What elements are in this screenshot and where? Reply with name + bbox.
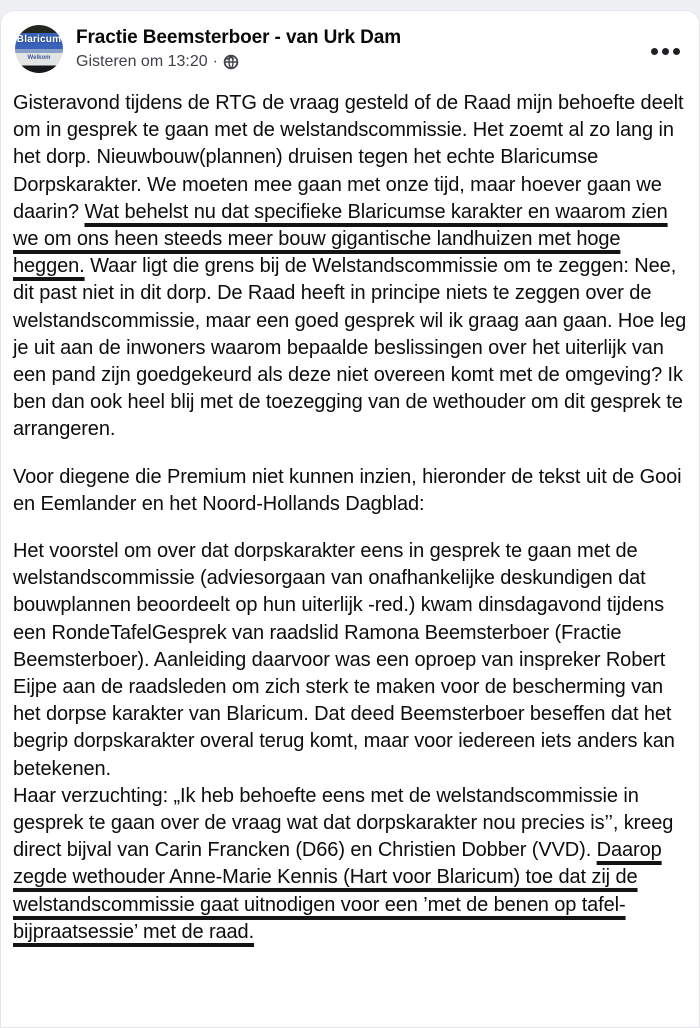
p1-text-before: Gisteravond tijdens de RTG de vraag gesteld of de Raad mijn behoefte deelt om in gesprek te gaan met de welstandscommissie. Het zoemt al zo lang in het dorp. Nieuwbouw(plannen) druisen tegen het echte Blaricumse Dorpskarakter. We moeten mee gaan met onze tijd, maar hoever gaan we daarin? <box>13 92 684 223</box>
p3-text-part2: Haar verzuchting: „Ik heb behoefte eens met de welstandscommissie in gesprek te gaan over de vraag wat dat dorpskarakter nou precies is’’, kreeg direct bijval van Carin Francken (D66) en Christien Dobber (VVD). <box>13 784 674 862</box>
p1-text-after: Waar ligt die grens bij de Welstandscommissie om te zeggen: Nee, dit past niet in dit dorp. De Raad heeft in principe niets te zeggen over de welstandscommissie, maar een goed gesprek wil ik graag aan gaan. Hoe leg je uit aan de inwoners waarom bepaalde beslissingen over het uiterlijk van een pand zijn goedgekeurd als deze niet overeen komt met de omgeving? Ik ben dan ook heel blij met de toezegging van de wethouder om dit gesprek te arrangeren. <box>13 255 687 441</box>
facebook-post-card <box>0 10 700 1028</box>
paragraph-1 <box>13 90 690 444</box>
post-meta <box>76 53 401 71</box>
paragraph-3 <box>13 538 690 946</box>
avatar-sign-subtitle: Welkom <box>27 55 51 61</box>
ellipsis-menu-icon <box>662 48 669 55</box>
ellipsis-menu-icon <box>673 48 680 55</box>
p1-underlined-text: Wat behelst nu dat specifieke Blaricumse karakter en waarom zien we om ons heen steeds meer bouw gigantische landhuizen met hoge heggen. <box>13 200 668 278</box>
header-text-block <box>76 25 401 71</box>
post-options-button[interactable] <box>647 44 684 59</box>
avatar[interactable] <box>15 25 63 73</box>
post-text <box>0 73 700 946</box>
meta-separator: · <box>212 53 218 70</box>
timestamp[interactable]: Gisteren om 13:20 <box>76 53 208 70</box>
page-name-link[interactable]: Fractie Beemsterboer - van Urk Dam <box>76 27 402 48</box>
paragraph-2 <box>13 464 690 518</box>
globe-public-icon <box>223 54 239 70</box>
post-header <box>0 10 700 73</box>
p2-text: Voor diegene die Premium niet kunnen inzien, hieronder de tekst uit de Gooi en Eemlander en het Noord-Hollands Dagblad: <box>13 465 682 515</box>
ellipsis-menu-icon <box>651 48 658 55</box>
p3-text-part1: Het voorstel om over dat dorpskarakter eens in gesprek te gaan met de welstandscommissie (adviesorgaan van onafhankelijke deskundigen dat bouwplannen beoordeelt op hun uiterlijk -red.) kwam dinsdagavond tijdens een RondeTafelGesprek van raadslid Ramona Beemsterboer (Fractie Beemsterboer). Aanleiding daarvoor was een oproep van inspreker Robert Eijpe aan de raadsleden om zich sterk te maken voor de bescherming van het dorpse karakter van Blaricum. Dat deed Beemsterboer beseffen dat het begrip dorpskarakter overal terug komt, maar voor iedereen iets anders kan betekenen. <box>13 540 675 780</box>
avatar-sign-title: Blaricum <box>16 34 62 45</box>
p3-underlined-text: Daarop zegde wethouder Anne-Marie Kennis (Hart voor Blaricum) toe dat zij de welstandscommissie gaat uitnodigen voor een ’met de benen op tafel-bijpraatsessie’ met de raad. <box>13 839 662 943</box>
